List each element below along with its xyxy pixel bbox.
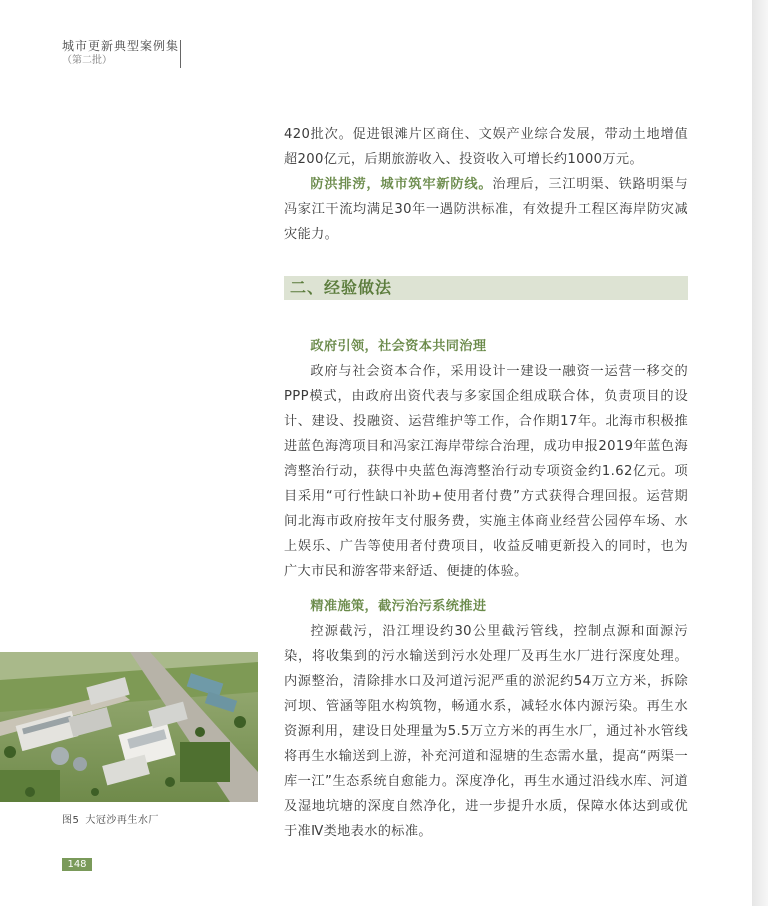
paragraph-text: 420批次。促进银滩片区商住、文娱产业综合发展，带动土地增值超200亿元，后期旅游收入、投资收入可增长约1000万元。 (284, 127, 688, 167)
book-title: 城市更新典型案例集 (62, 39, 180, 53)
intro-paragraphs (284, 122, 688, 247)
page-gutter (752, 0, 768, 906)
paragraph-continued (284, 122, 688, 172)
header-divider (180, 40, 181, 68)
figure-caption (62, 811, 159, 826)
subsection-heading: 政府引领，社会资本共同治理 (310, 339, 487, 354)
paragraph-lead: 防洪排涝，城市筑牢新防线。 (310, 177, 493, 192)
paragraph-text: 治理后，三江明渠、铁路明渠与冯家江干流均满足30年一遇防洪标准，有效提升工程区海岸防灾减灾能力。 (284, 177, 688, 242)
running-header (62, 38, 179, 68)
subsection-text: 控源截污，沿江埋设约30公里截污管线，控制点源和面源污染，将收集到的污水输送到污水处理厂及再生水厂进行深度处理。内源整治，清除排水口及河道污泥严重的淤泥约54万立方米，拆除河坝、管涵等阻水构筑物，畅通水系，减轻水体内源污染。再生水资源利用，建设日处理量为5.5万立方米的再生水厂，通过补水管线将再生水输送到上游，补充河道和湿塘的生态需水量，提高“两渠一库一江”生态系统自愈能力。深度净化，再生水通过沿线水库、河道及湿地坑塘的深度自然净化，进一步提升水质，保障水体达到或优于准Ⅳ类地表水的标准。 (284, 624, 688, 839)
book-subtitle: （第二批） (62, 55, 112, 66)
page-number: 148 (62, 858, 92, 871)
section-heading-bar (284, 276, 688, 300)
subsection-text: 政府与社会资本合作，采用设计一建设一融资一运营一移交的PPP模式，由政府出资代表与多家国企组成联合体，负责项目的设计、建设、投融资、运营维护等工作，合作期17年。北海市积极推进蓝色海湾项目和冯家江海岸带综合治理，成功申报2019年蓝色海湾整治行动，获得中央蓝色海湾整治行动专项资金约1.62亿元。项目采用“可行性缺口补助+使用者付费”方式获得合理回报。运营期间北海市政府按年支付服务费，实施主体商业经营公园停车场、水上娱乐、广告等使用者付费项目，收益反哺更新投入的同时，也为广大市民和游客带来舒适、便捷的体验。 (284, 364, 688, 579)
subsection-government (284, 334, 688, 584)
figure-number: 图5 (62, 815, 80, 826)
aerial-photo-water-plant (0, 652, 258, 802)
subsection-pollution (284, 594, 688, 844)
subsection-heading: 精准施策，截污治污系统推进 (310, 599, 487, 614)
section-title: 二、经验做法 (290, 278, 393, 297)
figure-caption-text: 大冠沙再生水厂 (85, 815, 159, 826)
paragraph-flood-control (284, 172, 688, 247)
